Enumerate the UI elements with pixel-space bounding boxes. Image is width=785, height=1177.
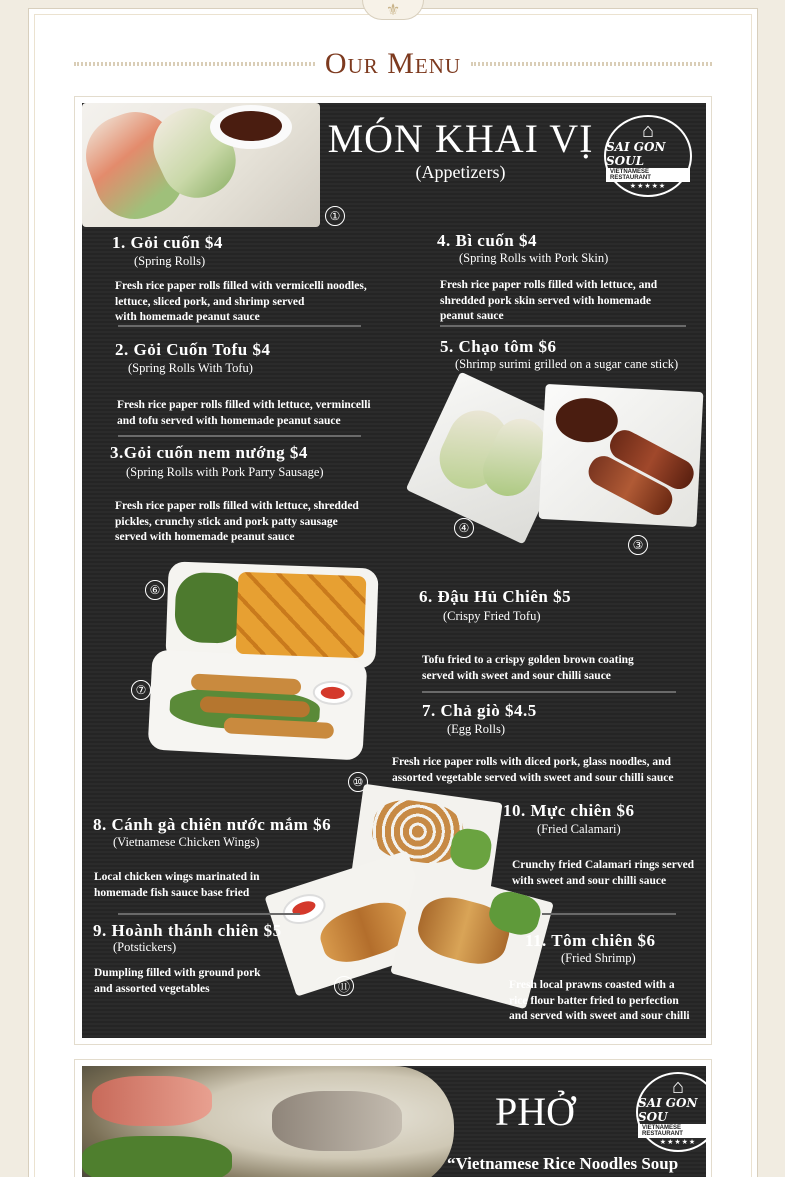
desc-line: peanut sauce xyxy=(440,310,504,322)
logo-name: SAI GON SOUL xyxy=(606,140,666,168)
desc-line: Fresh rice paper rolls filled with lettuce, vermincelli xyxy=(117,399,371,411)
desc-line: Dumpling filled with ground pork xyxy=(94,967,261,979)
heading-divider-left xyxy=(74,62,315,66)
peanut-sauce xyxy=(220,111,282,141)
desc-line: served with sweet and sour chilli sauce xyxy=(422,669,611,682)
desc-line: shredded pork skin served with homemade xyxy=(440,294,651,307)
herbs xyxy=(82,1136,232,1177)
item-1-subtitle: (Spring Rolls) xyxy=(134,254,206,268)
item-10-name: 10. Mực chiên $6 xyxy=(503,801,635,820)
tofu-cubes xyxy=(236,572,367,658)
item-divider xyxy=(422,691,676,693)
pho-menu-image[interactable] xyxy=(82,1066,706,1177)
desc-line: and tofu served with homemade peanut sauce xyxy=(117,414,341,427)
item-9-name: 9. Hoành thánh chiên $5 xyxy=(93,921,282,940)
item-6-description xyxy=(422,653,692,684)
item-4-name: 4. Bì cuốn $4 xyxy=(437,231,538,250)
desc-line: with sweet and sour chilli sauce xyxy=(512,874,667,887)
appetizers-menu-image[interactable] xyxy=(82,103,706,1038)
item-11-description xyxy=(509,978,706,1025)
item-1-name: 1. Gỏi cuốn $4 xyxy=(112,233,223,252)
item-divider xyxy=(118,435,361,437)
lettuce xyxy=(448,827,493,872)
sauce-bowl xyxy=(210,105,292,149)
logo-name: SAI GON SOU xyxy=(638,1096,698,1124)
desc-line: Fresh rice paper rolls filled with lettuce, and xyxy=(440,279,658,291)
desc-line: served with homemade peanut sauce xyxy=(115,531,295,543)
appetizers-title-block xyxy=(318,115,603,183)
item-3-subtitle: (Spring Rolls with Pork Parry Sausage) xyxy=(126,465,324,479)
item-4-description xyxy=(440,278,700,325)
chilli-sauce-bowl xyxy=(312,680,353,706)
item-badge-3: ③ xyxy=(628,535,648,555)
logo-tag: VIETNAMESE RESTAURANT xyxy=(606,168,690,182)
desc-line: lettuce, sliced pork, and shrimp served xyxy=(115,295,305,308)
desc-line: with homemade peanut sauce xyxy=(115,311,260,323)
item-5-name: 5. Chạo tôm $6 xyxy=(440,337,557,356)
item-divider xyxy=(440,325,686,327)
desc-line: Tofu fried to a crispy golden brown coating xyxy=(422,654,634,666)
dipping-sauce xyxy=(555,397,619,444)
egg-rolls-photo xyxy=(148,649,368,760)
section-title: MÓN KHAI VỊ xyxy=(327,116,594,161)
section-subtitle: (Appetizers) xyxy=(415,162,506,182)
item-7-description xyxy=(392,755,706,786)
item-3-description xyxy=(115,499,405,546)
pho-card-frame xyxy=(74,1059,712,1177)
item-9-subtitle: (Potstickers) xyxy=(113,940,177,954)
desc-line: Fresh rice paper rolls filled with lettuce, shredded xyxy=(115,500,359,512)
pho-title: PHỞ xyxy=(495,1089,576,1134)
desc-line: assorted vegetable served with sweet and sour chilli sauce xyxy=(392,771,674,784)
house-icon: ⌂ xyxy=(641,120,654,142)
desc-line: pickles, crunchy stick and pork patty sausage xyxy=(115,515,338,528)
chilli-sauce xyxy=(320,686,345,699)
item-11-name: 11. Tôm chiên $6 xyxy=(525,931,656,950)
page-title: Our Menu xyxy=(324,47,462,80)
item-badge-10: ⑩ xyxy=(348,772,368,792)
saigon-soul-logo xyxy=(604,115,692,197)
item-divider xyxy=(118,325,361,327)
logo-stars: ★★★★★ xyxy=(629,182,667,190)
item-badge-4: ④ xyxy=(454,518,474,538)
menu-heading-row xyxy=(74,46,712,82)
desc-line: homemade fish sauce base fried xyxy=(94,886,250,899)
shrimp-surimi-photo xyxy=(539,384,704,527)
item-badge-6: ⑥ xyxy=(145,580,165,600)
item-2-name: 2. Gỏi Cuốn Tofu $4 xyxy=(115,340,271,359)
item-8-description xyxy=(94,870,294,901)
item-6-name: 6. Đậu Hủ Chiên $5 xyxy=(419,587,572,606)
item-badge-11: ⑪ xyxy=(334,976,354,996)
item-10-description xyxy=(512,858,706,889)
desc-line: and assorted vegetables xyxy=(94,982,210,995)
item-3-name: 3.Gỏi cuốn nem nướng $4 xyxy=(110,443,308,462)
saigon-soul-logo xyxy=(636,1072,706,1152)
item-badge-7: ⑦ xyxy=(131,680,151,700)
item-10-subtitle: (Fried Calamari) xyxy=(537,822,621,836)
desc-line: Fresh local prawns coasted with a xyxy=(509,979,675,991)
desc-line: and served with sweet and sour chilli xyxy=(509,1010,690,1022)
item-2-description xyxy=(117,398,417,429)
spring-rolls-photo xyxy=(82,103,320,227)
item-7-subtitle: (Egg Rolls) xyxy=(447,722,505,736)
item-2-subtitle: (Spring Rolls With Tofu) xyxy=(128,361,253,375)
item-6-subtitle: (Crispy Fried Tofu) xyxy=(443,609,541,623)
pho-subtitle: “Vietnamese Rice Noodles Soup xyxy=(447,1154,679,1173)
item-1-description xyxy=(115,279,405,326)
brisket-slices xyxy=(272,1091,402,1151)
item-divider xyxy=(118,913,300,915)
house-icon: ⌂ xyxy=(671,1076,684,1098)
desc-line: Local chicken wings marinated in xyxy=(94,871,260,883)
item-8-name: 8. Cánh gà chiên nước mắm $6 xyxy=(93,815,332,834)
fleur-de-lis-icon: ⚜ xyxy=(362,0,424,20)
item-4-subtitle: (Spring Rolls with Pork Skin) xyxy=(459,251,609,265)
item-9-description xyxy=(94,966,294,997)
item-5-subtitle: (Shrimp surimi grilled on a sugar cane stick) xyxy=(455,357,679,371)
desc-line: Fresh rice paper rolls with diced pork, glass noodles, and xyxy=(392,756,671,768)
appetizers-card-frame xyxy=(74,96,712,1045)
heading-divider-right xyxy=(471,62,712,66)
item-7-name: 7. Chả giò $4.5 xyxy=(422,701,537,720)
desc-line: Fresh rice paper rolls filled with vermicelli noodles, xyxy=(115,280,367,292)
pho-bowl-photo xyxy=(82,1066,454,1177)
item-8-subtitle: (Vietnamese Chicken Wings) xyxy=(113,835,260,849)
item-badge-1: ① xyxy=(325,206,345,226)
logo-tag: VIETNAMESE RESTAURANT xyxy=(638,1124,706,1138)
logo-stars: ★★★★★ xyxy=(659,1138,697,1146)
desc-line: rice flour batter fried to perfection xyxy=(509,994,679,1007)
item-11-subtitle: (Fried Shrimp) xyxy=(561,951,636,965)
item-divider xyxy=(542,913,676,915)
beef-slices xyxy=(92,1076,212,1126)
desc-line: Crunchy fried Calamari rings served xyxy=(512,859,695,871)
